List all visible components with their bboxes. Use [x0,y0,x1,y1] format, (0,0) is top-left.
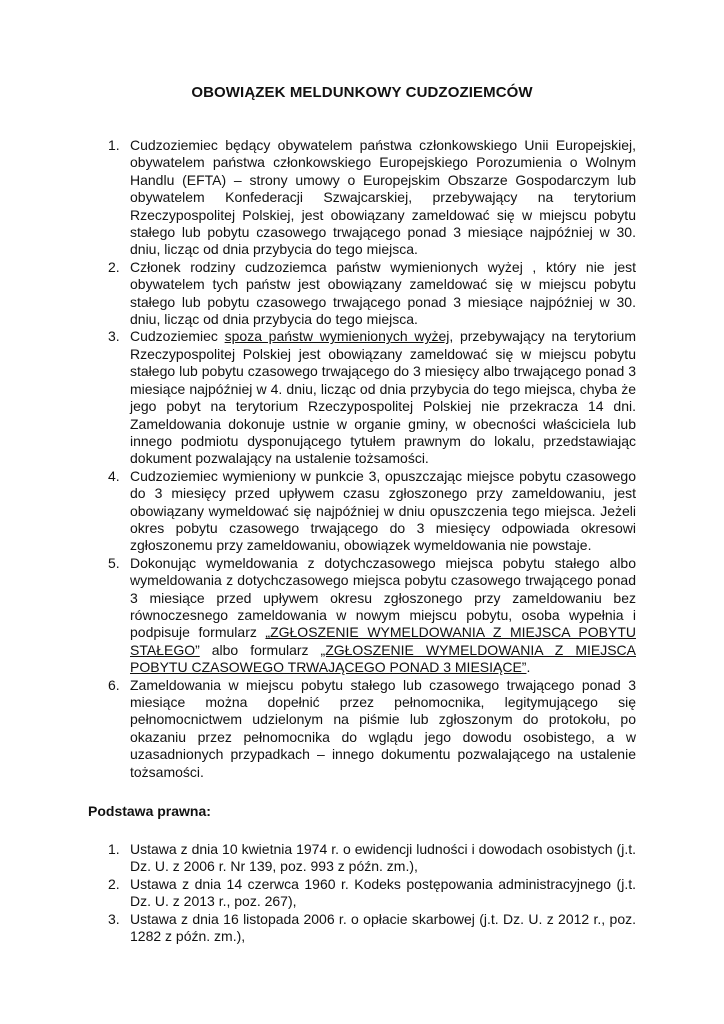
list-item [88,259,636,329]
item-text-middle: albo formularz [199,641,321,658]
item-text: Cudzoziemiec będący obywatelem państwa członkowskiego Unii Europejskiej, obywatelem państwa członkowskiego Europejskiego Porozumienia o Wolnym Handlu (EFTA) – strony umowy o Europejskim Obszarze Gospodarczym lub obywatelem Konfederacji Szwajcarskiej, przebywający na terytorium Rzeczypospolitej Polskiej, jest obowiązany zameldować się w miejscu pobytu stałego lub pobytu czasowego trwającego ponad 3 miesiące najpóźniej w 30. dniu, licząc od dnia przybycia do tego miejsca. [130,137,636,258]
item-text-before: Dokonując wymeldowania z dotychczasowego miejsca pobytu stałego albo wymeldowania z dotychczasowego miejsca pobytu czasowego trwającego ponad 3 miesiące przed upływem okresu zgłoszonego przy zameldowaniu bez równoczesnego zameldowania w nowym miejscu pobytu, osoba wypełnia i podpisuje formularz [130,554,636,641]
list-item [88,468,636,555]
item-number: 2. [108,875,120,892]
list-item [88,911,636,946]
item-text-after: . [526,659,531,676]
obligations-list [88,137,636,781]
item-text: Ustawa z dnia 10 kwietnia 1974 r. o ewidencji ludności i dowodach osobistych (j.t. Dz. U. z 2006 r. Nr 139, poz. 993 z późn. zm.), [130,841,636,875]
legal-basis-heading: Podstawa prawna: [88,803,211,820]
legal-basis-list [88,841,636,945]
list-item [88,677,636,781]
item-number: 6. [108,676,120,693]
form-name-temporary: „ZGŁOSZENIE WYMELDOWANIA Z MIEJSCA POBYTU CZASOWEGO TRWAJĄCEGO PONAD 3 MIESIĄCE” [130,641,636,676]
item-text: Ustawa z dnia 14 czerwca 1960 r. Kodeks postępowania administracyjnego (j.t. Dz. U. z 2013 r., poz. 267), [130,875,636,910]
item-text-before: Cudzoziemiec [130,328,225,345]
list-item [88,841,636,876]
item-text: Zameldowania w miejscu pobytu stałego lub czasowego trwającego ponad 3 miesiące można dopełnić przez pełnomocnika, legitymującego się pełnomocnictwem udzielonym na piśmie lub zgłoszonym do protokołu, po okazaniu przez pełnomocnika do wglądu jego dowodu osobistego, a w uzasadnionych przypadkach – innego dokumentu pozwalającego na ustalenie tożsamości. [130,676,636,780]
list-item [88,328,636,467]
item-number: 2. [108,258,120,275]
list-item [88,555,636,677]
item-number: 1. [108,841,120,858]
underlined-phrase: spoza państw wymienionych wyżej [224,328,450,345]
item-text: Członek rodziny cudzoziemca państw wymienionych wyżej , który nie jest obywatelem tych państw jest obowiązany zameldować się w miejscu pobytu stałego lub pobytu czasowego trwającego ponad 3 miesiące najpóźniej w 30. dniu, licząc od dnia przybycia do tego miejsca. [130,258,636,328]
list-item [88,876,636,911]
item-text-after: , przebywający na terytorium Rzeczypospolitej Polskiej jest obowiązany zameldować się w miejscu pobytu stałego lub pobytu czasowego trwającego do 3 miesięcy albo trwającego ponad 3 miesiące najpóźniej w 4. dniu, licząc od dnia przybycia do tego miejsca, chyba że jego pobyt na terytorium Rzeczypospolitej Polskiej nie przekracza 14 dni. Zameldowania dokonuje ustnie w organie gminy, w obecności właściciela lub innego podmiotu dysponującego tytułem prawnym do lokalu, przedstawiając dokument pozwalający na ustalenie tożsamości. [130,328,636,467]
list-item [88,137,636,259]
item-number: 4. [108,467,120,484]
item-text: Ustawa z dnia 16 listopada 2006 r. o opłacie skarbowej (j.t. Dz. U. z 2012 r., poz. 1282 z późn. zm.), [130,910,636,945]
item-text: Cudzoziemiec wymieniony w punkcie 3, opuszczając miejsce pobytu czasowego do 3 miesięcy przed upływem czasu zgłoszonego przy zameldowaniu, jest obowiązany wymeldować się najpóźniej w dniu opuszczenia tego miejsca. Jeżeli okres pobytu czasowego trwającego do 3 miesięcy odpowiada okresowi zgłoszonemu przy zameldowaniu, obowiązek wymeldowania nie powstaje. [130,467,636,554]
item-number: 1. [108,137,120,153]
form-name-permanent: „ZGŁOSZENIE WYMELDOWANIA Z MIEJSCA POBYTU STAŁEGO” [130,624,636,658]
item-number: 5. [108,554,120,571]
item-number: 3. [108,328,120,345]
item-number: 3. [108,910,120,927]
document-title: OBOWIĄZEK MELDUNKOWY CUDZOZIEMCÓW [191,84,533,101]
